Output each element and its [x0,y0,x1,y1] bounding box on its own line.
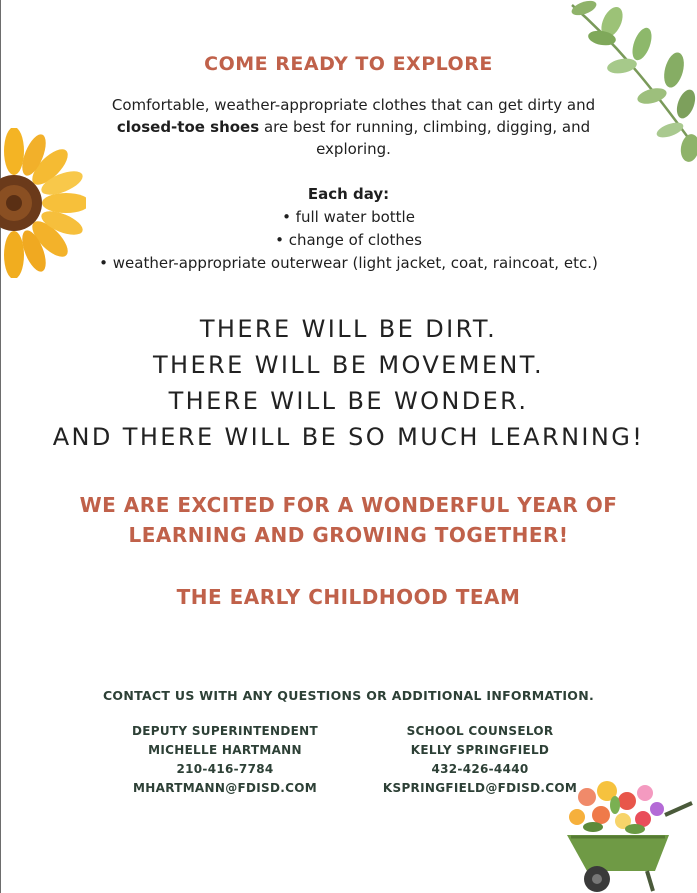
contact-name: KELLY SPRINGFIELD [410,743,550,757]
statement-line: THERE WILL BE MOVEMENT. [152,351,544,379]
contact-phone: 210-416-7784 [176,762,274,776]
statement-line: AND THERE WILL BE SO MUCH LEARNING! [52,423,645,451]
contact-email: MHARTMANN@FDISD.COM [133,781,317,795]
contact-card-deputy [100,722,350,798]
contact-phone: 432-426-4440 [431,762,529,776]
intro-line-1: Comfortable, weather-appropriate clothes that can get dirty and [111,96,596,114]
daily-items-title: Each day: [307,185,390,203]
intro-line-2: are best for running, climbing, digging, and [259,118,591,136]
daily-item: • change of clothes [275,231,422,249]
contact-email: KSPRINGFIELD@FDISD.COM [382,781,578,795]
explore-heading: COME READY TO EXPLORE [204,53,493,75]
statement-line: THERE WILL BE WONDER. [168,387,529,415]
flower-wheelbarrow-illustration [557,775,697,893]
contact-role: DEPUTY SUPERINTENDENT [132,724,318,738]
closing-line-1: WE ARE EXCITED FOR A WONDERFUL YEAR OF [79,493,618,517]
statement-line: THERE WILL BE DIRT. [199,315,498,343]
intro-bold-text: closed-toe shoes [116,118,260,136]
team-signature: THE EARLY CHILDHOOD TEAM [176,585,521,609]
closing-line-2: LEARNING AND GROWING TOGETHER! [128,523,569,547]
daily-items-list [0,183,697,275]
contact-heading: CONTACT US WITH ANY QUESTIONS OR ADDITIONAL INFORMATION. [102,688,595,703]
contact-name: MICHELLE HARTMANN [148,743,302,757]
statements-block [0,311,697,455]
intro-line-3: exploring. [316,140,391,158]
daily-item: • full water bottle [282,208,415,226]
clothing-instructions [90,94,617,160]
daily-item: • weather-appropriate outerwear (light jacket, coat, raincoat, etc.) [99,254,598,272]
contact-role: SCHOOL COUNSELOR [406,724,554,738]
